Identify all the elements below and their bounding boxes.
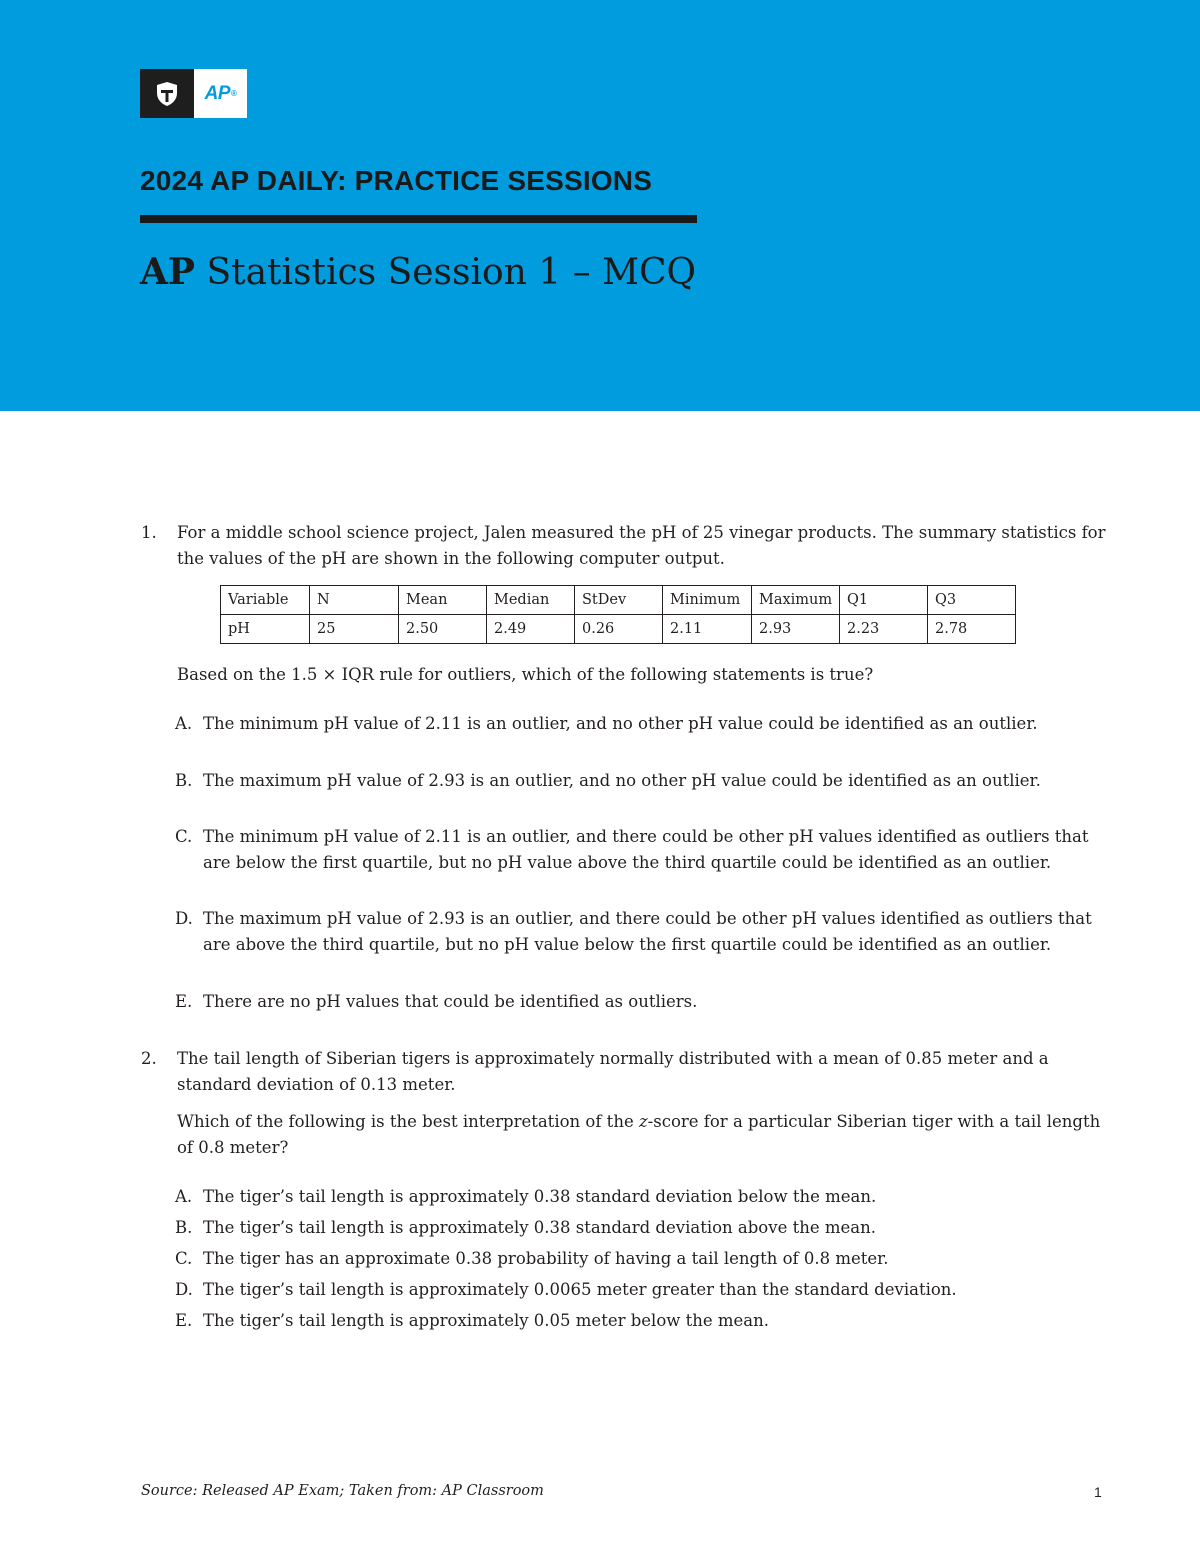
option-letter: A. [175,714,193,733]
table-header-cell: N [310,586,399,615]
ap-logo-text: AP ® [194,69,247,118]
session-title-text: Statistics Session 1 – MCQ [206,252,697,293]
table-cell: 2.23 [840,615,928,644]
table-cell: 2.11 [663,615,752,644]
table-cell: pH [221,615,310,644]
option-text: The minimum pH value of 2.11 is an outlier, and no other pH value could be identified as an outlier. [203,714,1038,733]
session-title [140,251,696,293]
option-letter: E. [175,992,193,1011]
question-number: 2. [141,1049,157,1068]
footer-source: Source: Released AP Exam; Taken from: AP Classroom [141,1483,544,1499]
option-text: There are no pH values that could be identified as outliers. [203,992,698,1011]
table-header-row [221,586,1016,615]
acorn-shield-icon [140,69,194,118]
option-text: The tiger’s tail length is approximately 0.05 meter below the mean. [203,1311,770,1330]
option-text: The minimum pH value of 2.11 is an outlier, and there could be other pH values identified as outliers that are below the first quartile, but no pH value above the third quartile could be identified as an outlier. [203,827,1089,872]
page-number: 1 [1094,1484,1102,1500]
option-letter: D. [175,909,193,928]
option-text: The tiger’s tail length is approximately 0.0065 meter greater than the standard deviation. [203,1280,957,1299]
question-stem: For a middle school science project, Jalen measured the pH of 25 vinegar products. The summary statistics for the values of the pH are shown in the following computer output. [177,523,1106,568]
summary-statistics-table [220,585,1016,644]
option-text: The maximum pH value of 2.93 is an outlier, and there could be other pH values identified as outliers that are above the third quartile, but no pH value below the first quartile could be identified as an outlier. [203,909,1092,954]
table-cell: 2.78 [928,615,1016,644]
title-divider [140,215,697,223]
table-header-cell: Variable [221,586,310,615]
option-text: The tiger’s tail length is approximately 0.38 standard deviation below the mean. [203,1187,877,1206]
table-cell: 2.93 [752,615,840,644]
option-letter: C. [175,827,193,846]
table-header-cell: StDev [575,586,663,615]
prompt-text: Which of the following is the best interpretation of the [177,1112,639,1131]
table-header-cell: Q1 [840,586,928,615]
table-header-cell: Minimum [663,586,752,615]
question-prompt [177,1109,1107,1161]
option-letter: B. [175,771,193,790]
option-letter: A. [175,1187,193,1206]
option-letter: E. [175,1311,193,1330]
option-letter: D. [175,1280,193,1299]
table-cell: 2.50 [399,615,487,644]
ap-logo [140,69,247,118]
option-text: The maximum pH value of 2.93 is an outlier, and no other pH value could be identified as an outlier. [203,771,1041,790]
table-header-cell: Mean [399,586,487,615]
question-prompt: Based on the 1.5 × IQR rule for outliers, which of the following statements is true? [177,665,874,684]
header-banner [0,0,1200,411]
option-text: The tiger has an approximate 0.38 probability of having a tail length of 0.8 meter. [203,1249,889,1268]
prompt-text: -score for a particular Siberian tiger with a tail length of 0.8 meter? [177,1112,1101,1157]
table-cell: 25 [310,615,399,644]
session-title-prefix: AP [140,251,196,293]
table-header-cell: Q3 [928,586,1016,615]
table-cell: 2.49 [487,615,575,644]
series-title: 2024 AP DAILY: PRACTICE SESSIONS [140,165,653,196]
table-cell: 0.26 [575,615,663,644]
option-text: The tiger’s tail length is approximately 0.38 standard deviation above the mean. [203,1218,876,1237]
option-letter: C. [175,1249,193,1268]
table-header-cell: Median [487,586,575,615]
table-row [221,615,1016,644]
option-letter: B. [175,1218,193,1237]
question-number: 1. [141,523,157,542]
question-stem: The tail length of Siberian tigers is approximately normally distributed with a mean of 0.85 meter and a standard deviation of 0.13 meter. [177,1049,1049,1094]
prompt-italic-variable: z [638,1112,648,1131]
table-header-cell: Maximum [752,586,840,615]
